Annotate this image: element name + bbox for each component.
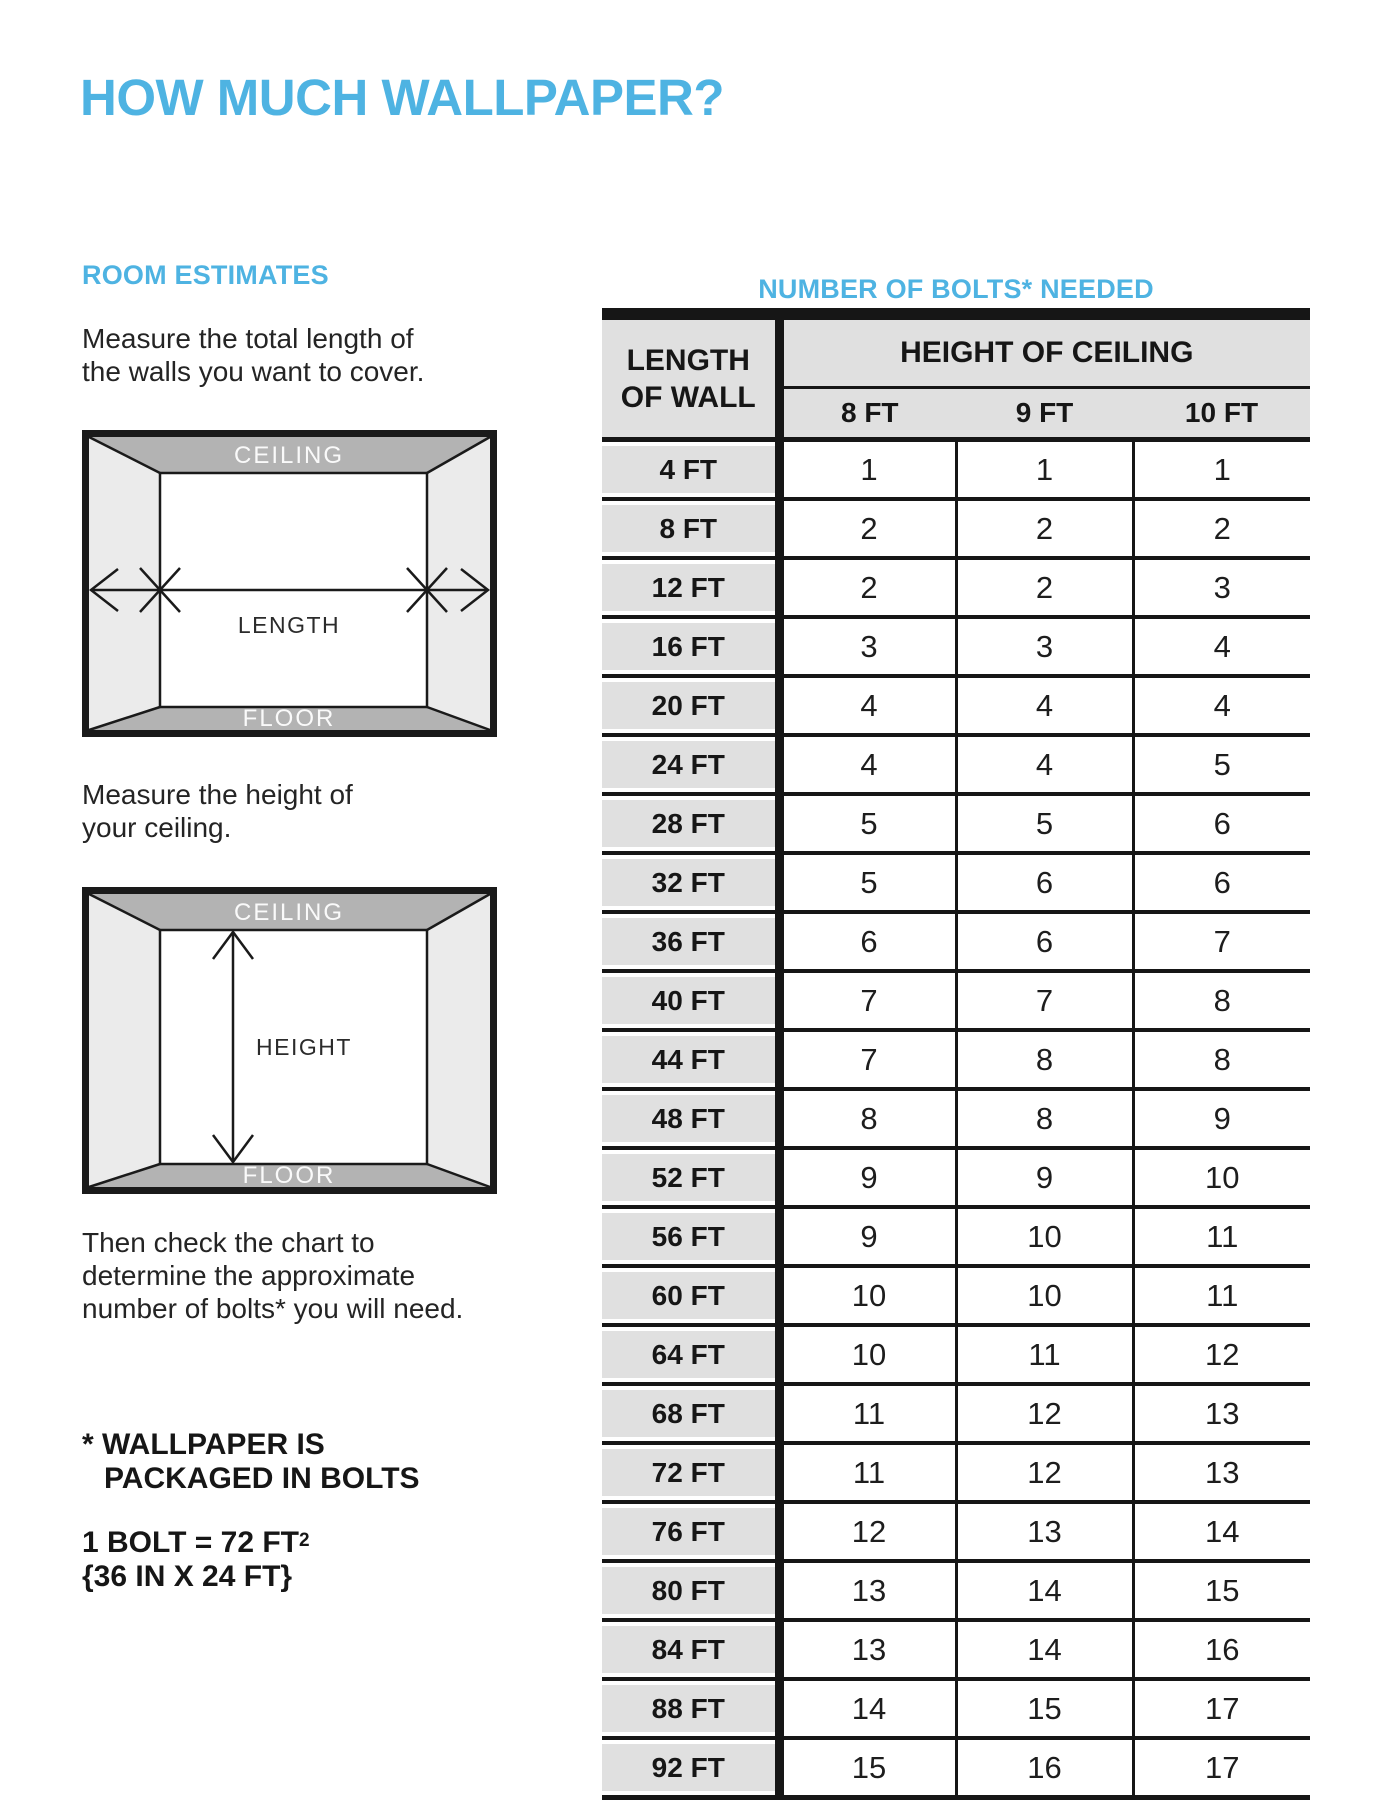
row-label: 92 FT — [602, 1738, 779, 1800]
bolt-count-cell: 1 — [956, 440, 1133, 500]
section-heading-room-estimates: ROOM ESTIMATES — [82, 260, 329, 290]
row-label: 8 FT — [602, 499, 779, 558]
bolt-equation: 1 BOLT = 72 $FT^2$ — [82, 1526, 310, 1559]
bolt-count-cell: 11 — [1133, 1266, 1310, 1325]
bolt-count-cell: 5 — [779, 853, 956, 912]
bolt-count-cell: 12 — [1133, 1325, 1310, 1384]
row-label: 4 FT — [602, 440, 779, 500]
room-length-diagram — [82, 430, 497, 737]
bolt-count-cell: 9 — [779, 1207, 956, 1266]
table-row — [602, 794, 1310, 853]
bolt-count-cell: 6 — [956, 853, 1133, 912]
corner-header-length-of-wall — [602, 314, 779, 440]
bolt-count-cell: 2 — [956, 558, 1133, 617]
row-label: 32 FT — [602, 853, 779, 912]
row-label: 28 FT — [602, 794, 779, 853]
bolt-count-cell: 7 — [1133, 912, 1310, 971]
bolt-count-cell: 11 — [956, 1325, 1133, 1384]
row-label: 16 FT — [602, 617, 779, 676]
table-row — [602, 971, 1310, 1030]
bolt-count-cell: 6 — [1133, 853, 1310, 912]
table-row — [602, 1207, 1310, 1266]
row-label: 68 FT — [602, 1384, 779, 1443]
bolt-count-cell: 4 — [956, 676, 1133, 735]
bolt-count-cell: 7 — [779, 1030, 956, 1089]
row-label: 52 FT — [602, 1148, 779, 1207]
bolt-count-cell: 16 — [1133, 1620, 1310, 1679]
row-label: 40 FT — [602, 971, 779, 1030]
table-row — [602, 558, 1310, 617]
bolt-count-cell: 14 — [956, 1620, 1133, 1679]
table-row — [602, 1502, 1310, 1561]
bolt-count-cell: 15 — [779, 1738, 956, 1800]
bolt-count-cell: 13 — [1133, 1384, 1310, 1443]
column-header-10ft: 10 FT — [1133, 388, 1310, 440]
table-row — [602, 735, 1310, 794]
bolt-count-cell: 4 — [956, 735, 1133, 794]
row-label: 56 FT — [602, 1207, 779, 1266]
bolt-count-cell: 2 — [956, 499, 1133, 558]
column-header-8ft: 8 FT — [779, 388, 956, 440]
bolt-count-cell: 4 — [1133, 617, 1310, 676]
bolt-count-cell: 10 — [779, 1325, 956, 1384]
diagram-length-label: LENGTH — [237, 612, 341, 638]
footnote-line: PACKAGED IN BOLTS — [104, 1462, 420, 1495]
bolt-count-cell: 6 — [1133, 794, 1310, 853]
instruction-line: Then check the chart to — [82, 1227, 375, 1258]
bolt-count-cell: 8 — [1133, 1030, 1310, 1089]
table-row — [602, 1266, 1310, 1325]
diagram-height-label: HEIGHT — [256, 1034, 352, 1060]
bolt-count-cell: 6 — [779, 912, 956, 971]
instruction-measure-height — [82, 778, 353, 844]
bolt-count-cell: 12 — [779, 1502, 956, 1561]
row-label: 72 FT — [602, 1443, 779, 1502]
footnote-line: * WALLPAPER IS — [82, 1428, 325, 1461]
bolt-count-cell: 3 — [1133, 558, 1310, 617]
bolt-count-cell: 10 — [956, 1207, 1133, 1266]
bolt-count-cell: 2 — [779, 558, 956, 617]
bolt-count-cell: 4 — [779, 676, 956, 735]
bolt-count-cell: 13 — [779, 1561, 956, 1620]
row-label: 24 FT — [602, 735, 779, 794]
table-row — [602, 853, 1310, 912]
bolt-count-cell: 10 — [779, 1266, 956, 1325]
bolt-count-cell: 5 — [779, 794, 956, 853]
table-row — [602, 1384, 1310, 1443]
table-row — [602, 499, 1310, 558]
bolt-count-cell: 6 — [956, 912, 1133, 971]
diagram-floor-label: FLOOR — [242, 1162, 336, 1189]
table-row — [602, 1325, 1310, 1384]
bolt-count-cell: 15 — [1133, 1561, 1310, 1620]
diagram-ceiling-label: CEILING — [233, 899, 345, 926]
diagram-ceiling-label: CEILING — [233, 442, 345, 469]
bolt-count-cell: 14 — [956, 1561, 1133, 1620]
bolt-dimensions: {36 IN X 24 FT} — [82, 1560, 293, 1593]
table-row — [602, 676, 1310, 735]
bolt-count-cell: 12 — [956, 1443, 1133, 1502]
bolt-count-cell: 10 — [956, 1266, 1133, 1325]
bolt-count-cell: 3 — [779, 617, 956, 676]
table-header-row — [602, 314, 1310, 388]
row-label: 88 FT — [602, 1679, 779, 1738]
bolt-count-cell: 7 — [779, 971, 956, 1030]
left-wall-surface — [89, 894, 160, 1187]
row-label: 76 FT — [602, 1502, 779, 1561]
bolt-count-cell: 17 — [1133, 1679, 1310, 1738]
bolt-count-cell: 1 — [779, 440, 956, 500]
column-header-9ft: 9 FT — [956, 388, 1133, 440]
bolt-definition — [82, 1524, 310, 1594]
bolt-count-cell: 4 — [779, 735, 956, 794]
table-row — [602, 617, 1310, 676]
bolts-table-body — [602, 440, 1310, 1800]
bolt-count-cell: 8 — [1133, 971, 1310, 1030]
bolt-count-cell: 5 — [1133, 735, 1310, 794]
table-row — [602, 1148, 1310, 1207]
bolt-count-cell: 11 — [779, 1384, 956, 1443]
bolt-count-cell: 13 — [779, 1620, 956, 1679]
instruction-line: Measure the total length of — [82, 323, 414, 354]
table-row — [602, 1443, 1310, 1502]
table-row — [602, 1620, 1310, 1679]
row-label: 20 FT — [602, 676, 779, 735]
bolt-count-cell: 9 — [956, 1148, 1133, 1207]
bolt-count-cell: 13 — [1133, 1443, 1310, 1502]
instruction-check-chart — [82, 1226, 463, 1325]
table-row — [602, 1030, 1310, 1089]
bolt-count-cell: 11 — [1133, 1207, 1310, 1266]
corner-header-line: LENGTH — [626, 343, 750, 377]
instruction-line: number of bolts* you will need. — [82, 1293, 464, 1324]
row-label: 84 FT — [602, 1620, 779, 1679]
bolt-count-cell: 2 — [779, 499, 956, 558]
footnote-wallpaper-bolts — [82, 1428, 420, 1496]
bolt-count-cell: 16 — [956, 1738, 1133, 1800]
bolt-count-cell: 10 — [1133, 1148, 1310, 1207]
bolt-count-cell: 15 — [956, 1679, 1133, 1738]
bolt-count-cell: 5 — [956, 794, 1133, 853]
instruction-line: Measure the height of — [82, 779, 353, 810]
bolt-count-cell: 4 — [1133, 676, 1310, 735]
bolts-table-heading: NUMBER OF BOLTS* NEEDED — [758, 274, 1154, 304]
row-label: 80 FT — [602, 1561, 779, 1620]
instruction-line: your ceiling. — [82, 812, 232, 843]
table-row — [602, 1089, 1310, 1148]
bolt-count-cell: 12 — [956, 1384, 1133, 1443]
bolt-count-cell: 2 — [1133, 499, 1310, 558]
instruction-line: determine the approximate — [82, 1260, 416, 1291]
bolt-count-cell: 3 — [956, 617, 1133, 676]
group-header-height-of-ceiling: HEIGHT OF CEILING — [779, 314, 1310, 388]
diagram-floor-label: FLOOR — [242, 705, 336, 732]
bolt-count-cell: 8 — [956, 1089, 1133, 1148]
bolt-count-cell: 1 — [1133, 440, 1310, 500]
table-row — [602, 1561, 1310, 1620]
bolt-count-cell: 9 — [779, 1148, 956, 1207]
bolt-count-cell: 8 — [779, 1089, 956, 1148]
bolt-count-cell: 7 — [956, 971, 1133, 1030]
bolt-count-cell: 13 — [956, 1502, 1133, 1561]
instruction-measure-length — [82, 322, 424, 388]
table-row — [602, 440, 1310, 500]
superscript-2: 2 — [299, 1530, 310, 1551]
bolt-count-cell: 17 — [1133, 1738, 1310, 1800]
row-label: 60 FT — [602, 1266, 779, 1325]
corner-header-line: OF WALL — [620, 380, 756, 414]
table-row — [602, 1738, 1310, 1800]
right-wall-surface — [427, 894, 490, 1187]
row-label: 48 FT — [602, 1089, 779, 1148]
row-label: 64 FT — [602, 1325, 779, 1384]
table-row — [602, 912, 1310, 971]
row-label: 12 FT — [602, 558, 779, 617]
bolt-count-cell: 14 — [779, 1679, 956, 1738]
instruction-line: the walls you want to cover. — [82, 356, 425, 387]
bolt-count-cell: 9 — [1133, 1089, 1310, 1148]
page-title: HOW MUCH WALLPAPER? — [80, 69, 724, 126]
table-row — [602, 1679, 1310, 1738]
room-height-diagram — [82, 887, 497, 1194]
bolts-table-container — [602, 308, 1310, 1800]
bolt-count-cell: 8 — [956, 1030, 1133, 1089]
bolt-count-cell: 11 — [779, 1443, 956, 1502]
bolts-table — [602, 308, 1310, 1800]
bolt-count-cell: 14 — [1133, 1502, 1310, 1561]
row-label: 36 FT — [602, 912, 779, 971]
row-label: 44 FT — [602, 1030, 779, 1089]
